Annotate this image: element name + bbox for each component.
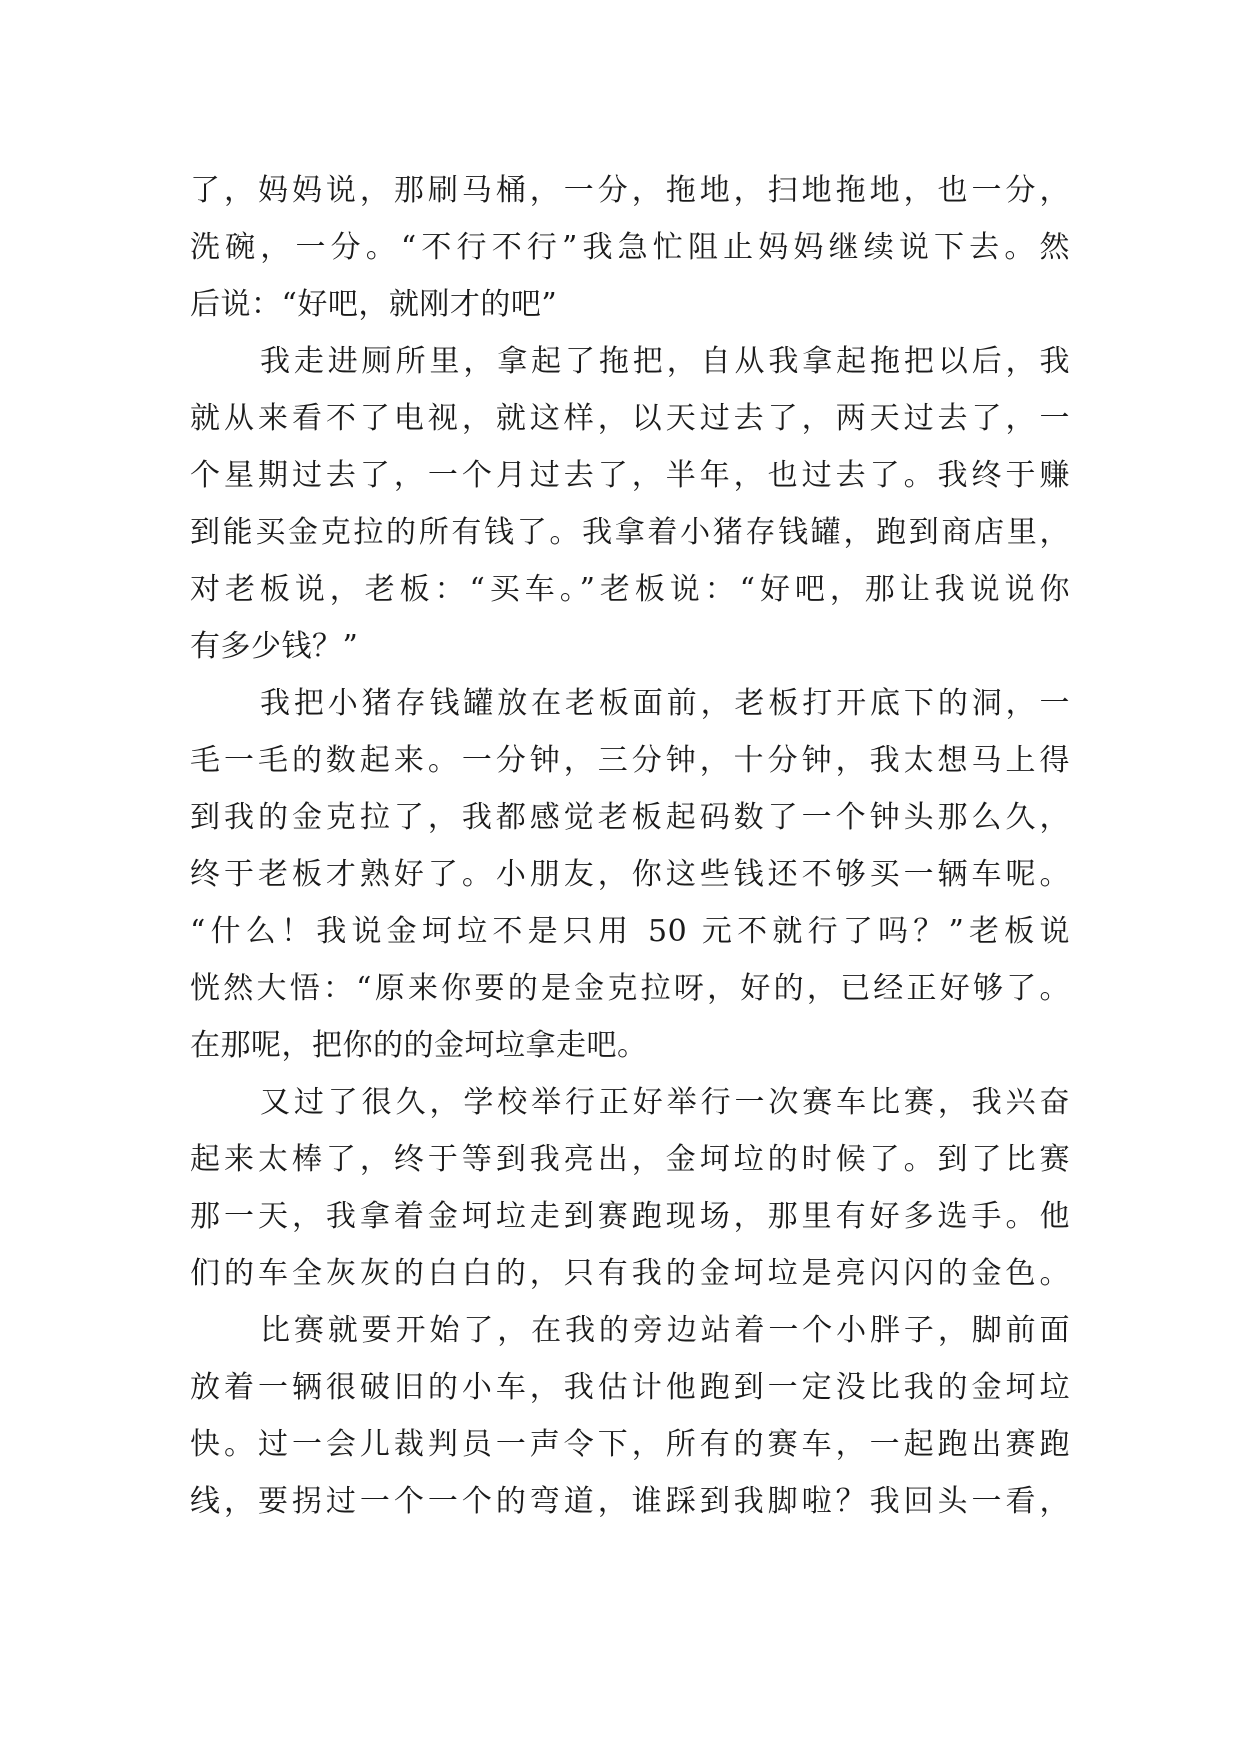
text-line: 快。过一会儿裁判员一声令下，所有的赛车，一起跑出赛跑 [190, 1427, 1070, 1462]
body-text [190, 162, 1070, 1530]
text-line: 对老板说，老板：“买车。”老板说：“好吧，那让我说说你 [190, 572, 1070, 607]
text-line: 有多少钱？” [190, 629, 359, 664]
text-line: 我把小猪存钱罐放在老板面前，老板打开底下的洞，一 [260, 686, 1070, 721]
text-line: 那一天，我拿着金坷垃走到赛跑现场，那里有好多选手。他 [190, 1199, 1070, 1234]
text-line: 毛一毛的数起来。一分钟，三分钟，十分钟，我太想马上得 [190, 743, 1070, 778]
text-line: 起来太棒了，终于等到我亮出，金坷垃的时候了。到了比赛 [190, 1142, 1070, 1177]
text-line: 后说：“好吧，就刚才的吧” [190, 287, 558, 322]
text-line: 在那呢，把你的的金坷垃拿走吧。 [190, 1028, 648, 1063]
text-line: 了，妈妈说，那刷马桶，一分，拖地，扫地拖地，也一分， [190, 173, 1070, 208]
text-line: 我走进厕所里，拿起了拖把，自从我拿起拖把以后，我 [260, 344, 1070, 379]
paragraph-4 [190, 1074, 1070, 1302]
text-line: 到能买金克拉的所有钱了。我拿着小猪存钱罐，跑到商店里， [190, 515, 1070, 550]
text-line: 个星期过去了，一个月过去了，半年，也过去了。我终于赚 [190, 458, 1070, 493]
text-line: 就从来看不了电视，就这样，以天过去了，两天过去了，一 [190, 401, 1070, 436]
text-line: 线，要拐过一个一个的弯道，谁踩到我脚啦？我回头一看， [190, 1484, 1070, 1519]
paragraph-2 [190, 333, 1070, 675]
text-line: 们的车全灰灰的白白的，只有我的金坷垃是亮闪闪的金色。 [190, 1256, 1070, 1291]
text-line: 比赛就要开始了，在我的旁边站着一个小胖子，脚前面 [260, 1313, 1070, 1348]
text-line: 终于老板才熟好了。小朋友，你这些钱还不够买一辆车呢。 [190, 857, 1070, 892]
text-line: 恍然大悟：“原来你要的是金克拉呀，好的，已经正好够了。 [190, 971, 1070, 1006]
paragraph-5 [190, 1302, 1070, 1530]
text-line: 又过了很久，学校举行正好举行一次赛车比赛，我兴奋 [260, 1085, 1070, 1120]
paragraph-1 [190, 162, 1070, 333]
text-line: 到我的金克拉了，我都感觉老板起码数了一个钟头那么久， [190, 800, 1070, 835]
text-line: 洗碗，一分。“不行不行”我急忙阻止妈妈继续说下去。然 [190, 230, 1070, 265]
paragraph-3 [190, 675, 1070, 1074]
text-line: 放着一辆很破旧的小车，我估计他跑到一定没比我的金坷垃 [190, 1370, 1070, 1405]
text-line: “什么！我说金坷垃不是只用 50 元不就行了吗？”老板说 [190, 914, 1070, 949]
